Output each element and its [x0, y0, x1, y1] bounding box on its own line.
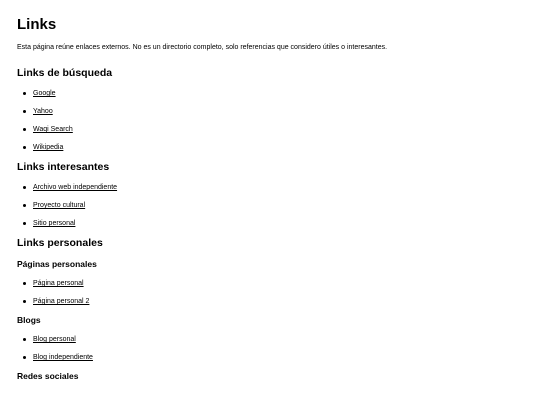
- list-item: [23, 219, 540, 228]
- list-item: [23, 125, 540, 134]
- subsection-heading-redes: Redes sociales: [17, 371, 79, 381]
- bullet-icon: [23, 356, 26, 359]
- list-item: [23, 297, 540, 306]
- page-intro: Esta página reúne enlaces externos. No es un directorio completo, solo referencias que considero útiles o interesantes.: [17, 44, 388, 51]
- section-personales: [17, 237, 540, 382]
- bullet-icon: [23, 92, 26, 95]
- list-item: [23, 279, 540, 288]
- link-waqi-search[interactable]: Waqi Search: [33, 126, 73, 133]
- link-sitio-personal[interactable]: Sitio personal: [33, 220, 76, 227]
- section-busqueda: [17, 67, 540, 152]
- bullet-icon: [23, 186, 26, 189]
- list-item: [23, 183, 540, 192]
- subsection-heading-blogs: Blogs: [17, 315, 41, 325]
- bullet-icon: [23, 282, 26, 285]
- subsection-heading-paginas: Páginas personales: [17, 259, 97, 269]
- bullet-icon: [23, 128, 26, 131]
- link-wikipedia[interactable]: Wikipedia: [33, 144, 64, 151]
- bullet-icon: [23, 338, 26, 341]
- list-item: [23, 335, 540, 344]
- list-item: [23, 353, 540, 362]
- link-yahoo[interactable]: Yahoo: [33, 108, 53, 115]
- links-list-interesantes: [17, 183, 540, 228]
- section-heading-busqueda: Links de búsqueda: [17, 67, 113, 79]
- link-google[interactable]: Google: [33, 90, 56, 97]
- bullet-icon: [23, 204, 26, 207]
- bullet-icon: [23, 300, 26, 303]
- links-list-blogs: [17, 335, 540, 362]
- link-proyecto-cultural[interactable]: Proyecto cultural: [33, 202, 86, 209]
- list-item: [23, 143, 540, 152]
- bullet-icon: [23, 222, 26, 225]
- links-list-busqueda: [17, 89, 540, 152]
- section-heading-personales: Links personales: [17, 237, 103, 249]
- list-item: [23, 89, 540, 98]
- link-archivo-web[interactable]: Archivo web independiente: [33, 184, 118, 191]
- page-title: Links: [17, 16, 57, 33]
- bullet-icon: [23, 146, 26, 149]
- link-blog-personal[interactable]: Blog personal: [33, 336, 76, 343]
- link-pagina-personal-2[interactable]: Página personal 2: [33, 298, 90, 305]
- section-interesantes: [17, 161, 540, 228]
- list-item: [23, 107, 540, 116]
- links-list-paginas: [17, 279, 540, 306]
- link-pagina-personal[interactable]: Página personal: [33, 280, 84, 287]
- link-blog-independiente[interactable]: Blog independiente: [33, 354, 93, 361]
- section-heading-interesantes: Links interesantes: [17, 161, 110, 173]
- bullet-icon: [23, 110, 26, 113]
- list-item: [23, 201, 540, 210]
